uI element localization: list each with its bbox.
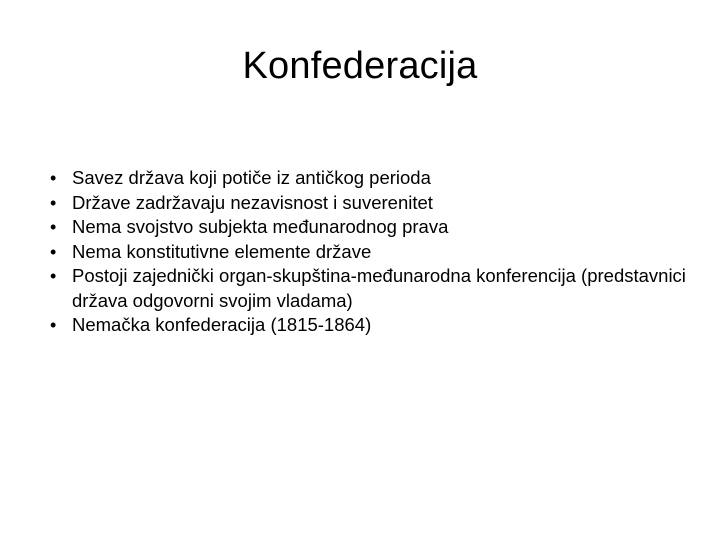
bullet-icon: • (50, 192, 57, 213)
slide-title: Konfederacija (242, 45, 478, 87)
bullet-text: Države zadržavaju nezavisnost i suverenitet (72, 191, 433, 213)
bullet-item-6 (50, 313, 690, 338)
bullet-icon: • (50, 315, 57, 335)
bullet-text: Savez država koji potiče iz antičkog perioda (72, 167, 431, 188)
bullet-list (50, 166, 690, 338)
bullet-item-3 (50, 215, 690, 240)
bullet-icon: • (50, 217, 57, 237)
bullet-icon: • (50, 168, 57, 188)
bullet-text: Nema svojstvo subjekta međunarodnog prava (72, 216, 449, 237)
bullet-icon: • (50, 241, 57, 262)
bullet-item-2 (50, 191, 690, 216)
bullet-item-5 (50, 264, 690, 313)
bullet-item-4 (50, 240, 690, 265)
bullet-text: Postoji zajednički organ-skupština-međunarodna konferencija (predstavnici država odgovorni svojim vladama) (72, 265, 686, 311)
bullet-text: Nema konstitutivne elemente države (72, 240, 372, 262)
bullet-text: Nemačka konfederacija (1815-1864) (72, 314, 372, 335)
bullet-item-1 (50, 166, 690, 191)
bullet-icon: • (50, 266, 57, 286)
